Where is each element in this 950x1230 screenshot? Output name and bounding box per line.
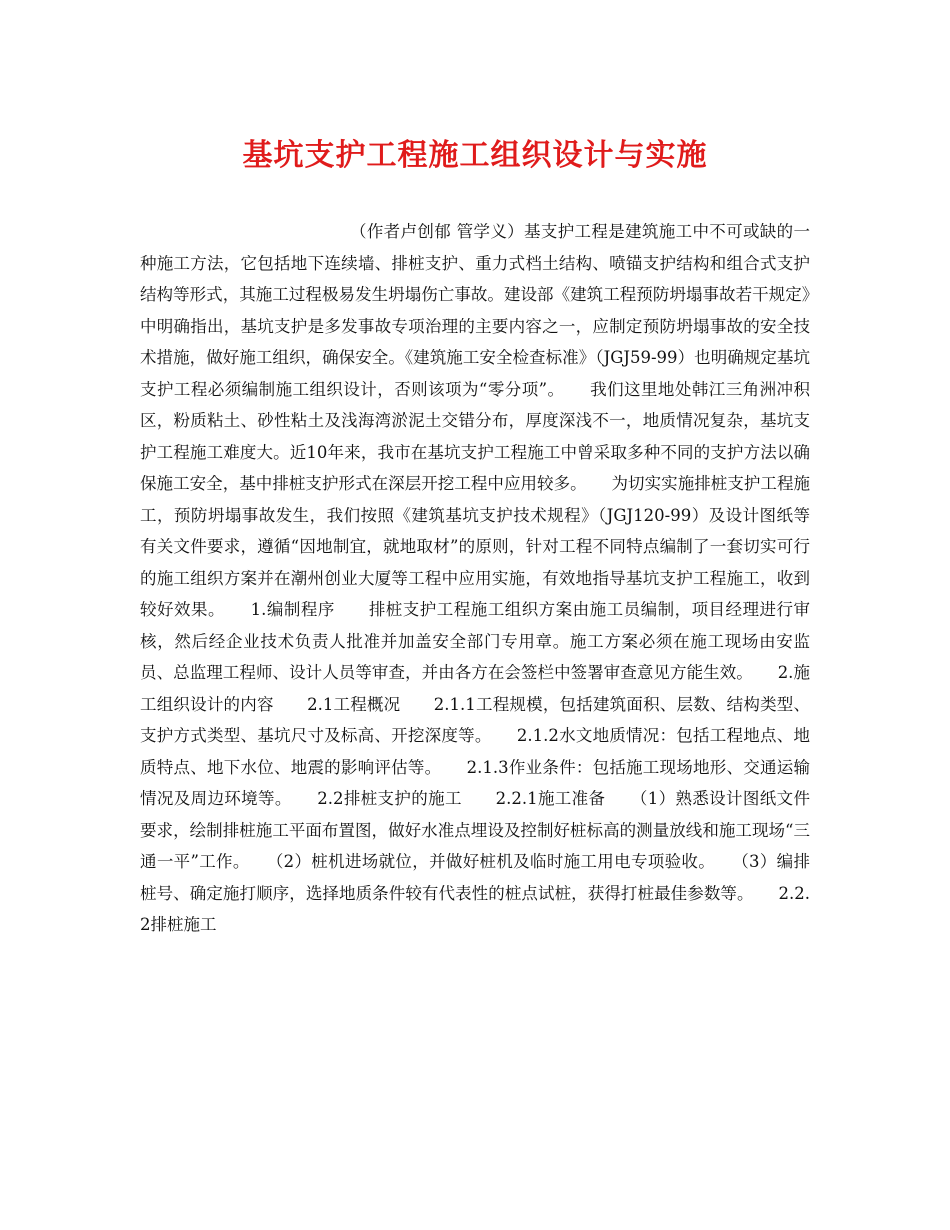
document-title: 基坑支护工程施工组织设计与实施: [242, 138, 708, 173]
document-body-text: （作者卢创郁 管学义）基支护工程是建筑施工中不可或缺的一种施工方法，它包括地下连续墙、排桩支护、重力式档土结构、喷锚支护结构和组合式支护结构等形式，其施工过程极易发生坍塌伤亡事故。建设部《建筑工程预防坍塌事故若干规定》中明确指出，基坑支护是多发事故专项治理的主要内容之一，应制定预防坍塌事故的安全技术措施，做好施工组织，确保安全。《建筑施工安全检查标准》（JGJ59-99）也明确规定基坑支护工程必须编制施工组织设计，否则该项为“零分项”。 我们这里地处韩江三角洲冲积区，粉质粘土、砂性粘土及浅海湾淤泥土交错分布，厚度深浅不一，地质情况复杂，基坑支护工程施工难度大。近10年来，我市在基坑支护工程施工中曾采取多种不同的支护方法以确保施工安全，基中排桩支护形式在深层开挖工程中应用较多。 为切实实施排桩支护工程施工，预防坍塌事故发生，我们按照《建筑基坑支护技术规程》（JGJ120-99）及设计图纸等有关文件要求，遵循“因地制宜，就地取材”的原则，针对工程不同特点编制了一套切实可行的施工组织方案并在潮州创业大厦等工程中应用实施，有效地指导基坑支护工程施工，收到较好效果。 1.编制程序 排桩支护工程施工组织方案由施工员编制，项目经理进行审核，然后经企业技术负责人批准并加盖安全部门专用章。施工方案必须在施工现场由安监员、总监理工程师、设计人员等审查，并由各方在会签栏中签署审查意见方能生效。 2.施工组织设计的内容 2.1工程概况 2.1.1工程规模，包括建筑面积、层数、结构类型、支护方式类型、基坑尺寸及标高、开挖深度等。 2.1.2水文地质情况：包括工程地点、地质特点、地下水位、地震的影响评估等。 2.1.3作业条件：包括施工现场地形、交通运输情况及周边环境等。 2.2排桩支护的施工 2.2.1施工准备 （1）熟悉设计图纸文件要求，绘制排桩施工平面布置图，做好水准点埋设及控制好桩标高的测量放线和施工现场“三通一平”工作。 （2）桩机进场就位，并做好桩机及临时施工用电专项验收。 （3）编排桩号、确定施打顺序，选择地质条件较有代表性的桩点试桩，获得打桩最佳参数等。 2.2.2排桩施工: [140, 222, 810, 934]
